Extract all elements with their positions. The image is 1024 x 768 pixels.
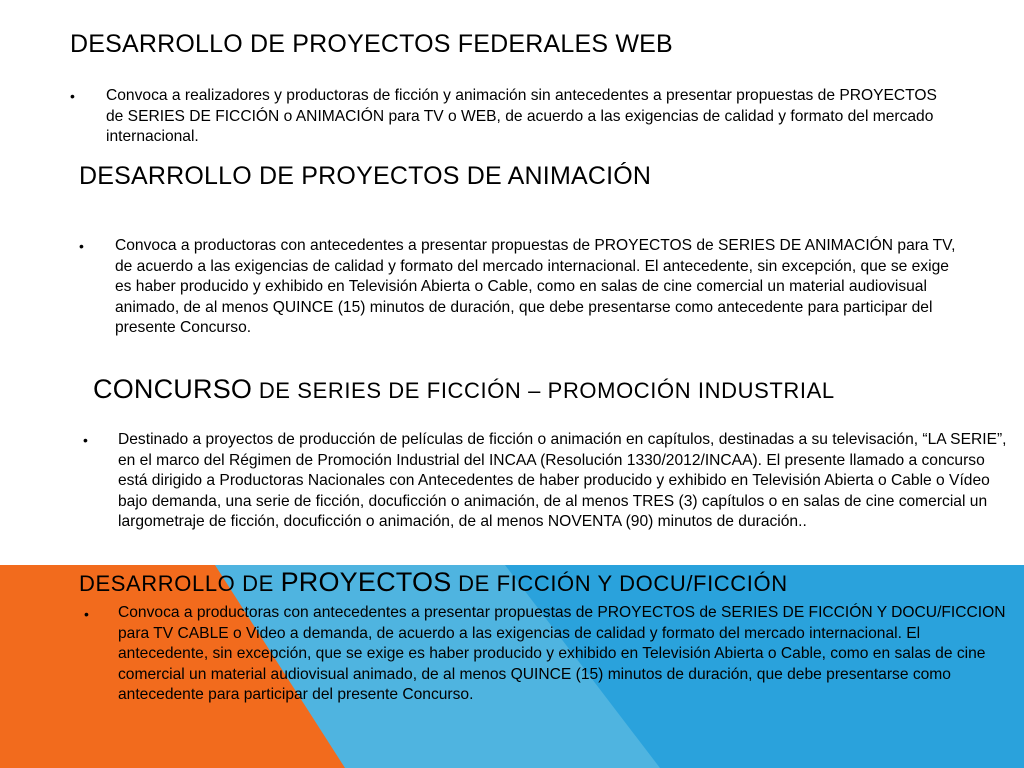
section-text: Destinado a proyectos de producción de películas de ficción o animación en capítulos, destinadas a su televisación, “LA SERIE”, en el marco del Régimen de Promoción Industrial del INCAA (Resolución 1330/2012/INCAA). El presente llamado a concurso está dirigido a Productoras Nacionales con Antecedentes de haber producido y exhibido en Televisión Abierta o Cable o Vídeo bajo demanda, una serie de ficción, docuficción o animación, de al menos TRES (3) capítulos o en salas de cine comercial un largometraje de ficción, docuficción o animación, de al menos NOVENTA (90) minutos de duración.. [118, 431, 1007, 531]
section-text: Convoca a realizadores y productoras de ficción y animación sin antecedentes a presentar propuestas de PROYECTOS de SERIES DE FICCIÓN o ANIMACIÓN para TV o WEB, de acuerdo a las exigencias de calidad y formato del mercado internacional. [106, 87, 937, 146]
section-heading: DESARROLLO DE PROYECTOS DE ANIMACIÓN [79, 162, 652, 190]
bullet-point: • [83, 432, 88, 448]
bullet-point: • [79, 238, 84, 254]
bullet-point: • [84, 606, 89, 622]
section-heading: DESARROLLO DE PROYECTOS DE FICCIÓN Y DOCU/FICCIÓN [79, 567, 788, 597]
section-text: Convoca a productoras con antecedentes a presentar propuestas de PROYECTOS de SERIES DE ANIMACIÓN para TV, de acuerdo a las exigencias de calidad y formato del mercado internacional. El antecedente, sin excepción, que se exige es haber producido y exhibido en Televisión Abierta o Cable, como en salas de cine comercial un material audiovisual animado, de al menos QUINCE (15) minutos de duración, que debe presentarse como antecedente para participar del presente Concurso. [115, 237, 956, 337]
section-text: Convoca a productoras con antecedentes a presentar propuestas de PROYECTOS de SERIES DE FICCIÓN Y DOCU/FICCION para TV CABLE o Video a demanda, de acuerdo a las exigencias de calidad y formato del mercado internacional. El antecedente, sin excepción, que se exige es haber producido y exhibido en Televisión Abierta o Cable, como en salas de cine comercial un material audiovisual animado, de al menos QUINCE (15) minutos de duración, que debe presentarse como antecedente para participar del presente Concurso. [118, 604, 1006, 704]
section-heading: DESARROLLO DE PROYECTOS FEDERALES WEB [70, 30, 673, 58]
section-heading: CONCURSO DE SERIES DE FICCIÓN – PROMOCIÓN INDUSTRIAL [93, 374, 835, 404]
bullet-point: • [70, 88, 75, 104]
